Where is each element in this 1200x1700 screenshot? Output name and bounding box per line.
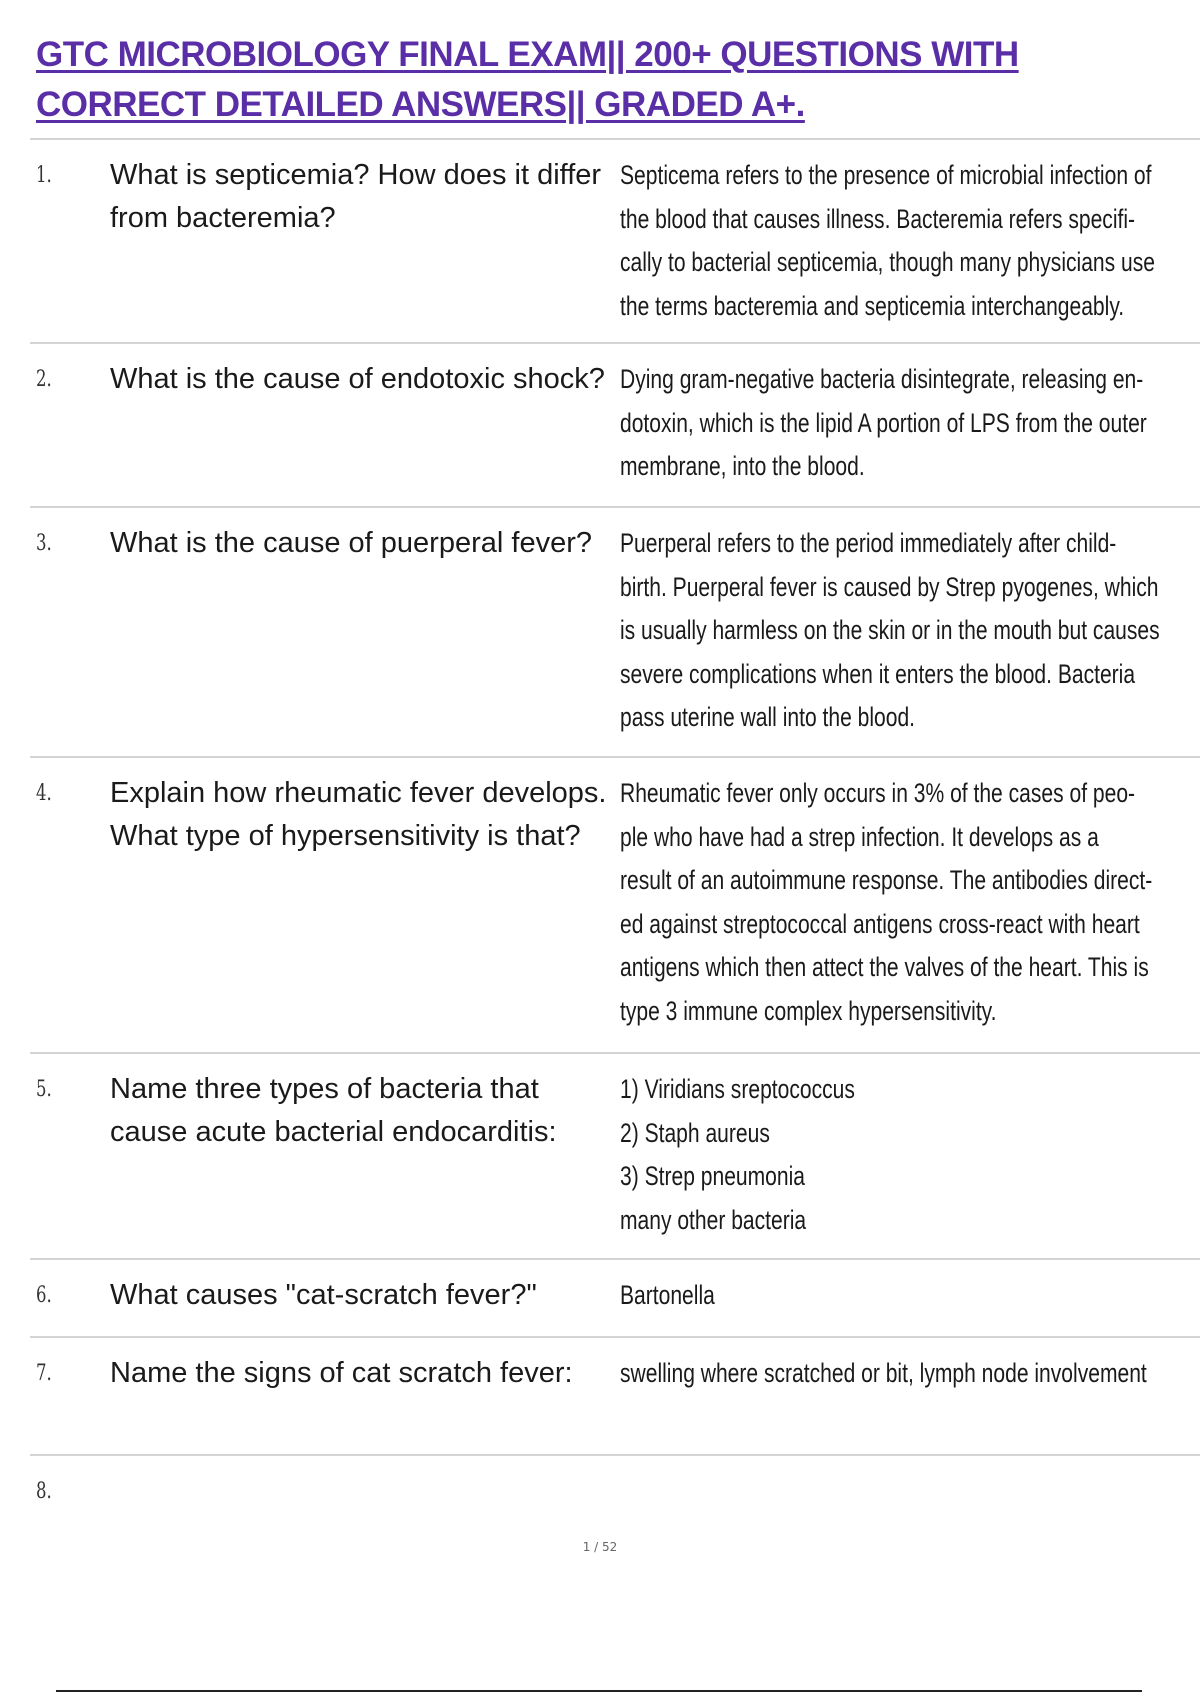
answer-line: result of an autoimmune response. The antibodies direct-: [620, 865, 1153, 895]
answer-line: Septicema refers to the presence of microbial infection of: [620, 160, 1152, 190]
answer-text: [620, 1274, 1180, 1318]
answer-text: [620, 154, 1180, 328]
answer-line: birth. Puerperal fever is caused by Strep pyogenes, which: [620, 571, 1159, 602]
answer-line: many other bacteria: [620, 1204, 807, 1235]
qa-row: [30, 1052, 1200, 1258]
answer-line: dotoxin, which is the lipid A portion of LPS from the outer: [620, 407, 1147, 438]
page-number: 1 / 52: [582, 1540, 618, 1554]
question-number: 8.: [36, 1479, 52, 1504]
question-text: Name three types of bacteria that cause acute bacterial endocarditis:: [110, 1073, 557, 1148]
answer-text: [620, 1068, 1180, 1242]
qa-row: [30, 342, 1200, 506]
document-title: GTC MICROBIOLOGY FINAL EXAM|| 200+ QUESTIONS WITH CORRECT DETAILED ANSWERS|| GRADED A+.: [36, 35, 1019, 124]
answer-line: type 3 immune complex hypersensitivity.: [620, 995, 997, 1026]
qa-row: [30, 1336, 1200, 1454]
question-text: What is septicemia? How does it differ from bacteremia?: [110, 159, 602, 234]
qa-row: [30, 1258, 1200, 1336]
answer-line: antigens which then attect the valves of the heart. This is: [620, 952, 1149, 982]
answer-text: [620, 1352, 1180, 1396]
footer-divider: [56, 1690, 1142, 1692]
question-answer-list: [30, 138, 1200, 1524]
question-number: 5.: [36, 1077, 52, 1102]
answer-line: ple who have had a strep infection. It develops as a: [620, 821, 1099, 852]
question-text: Explain how rheumatic fever develops. What type of hypersensitivity is that?: [110, 777, 607, 852]
question-text: What causes "cat-scratch fever?": [110, 1279, 537, 1311]
answer-line: 2) Staph aureus: [620, 1117, 770, 1148]
qa-row: [30, 506, 1200, 756]
qa-row: [30, 138, 1200, 342]
answer-line: swelling where scratched or bit, lymph node involvement: [620, 1358, 1147, 1388]
question-number: 6.: [36, 1283, 52, 1308]
answer-text: [620, 772, 1180, 1033]
qa-row: [30, 756, 1200, 1052]
answer-text: [620, 358, 1180, 489]
answer-line: the blood that causes illness. Bacteremia refers specifi-: [620, 203, 1136, 234]
answer-line: 3) Strep pneumonia: [620, 1161, 805, 1191]
answer-line: cally to bacterial septicemia, though many physicians use: [620, 247, 1155, 277]
answer-line: severe complications when it enters the blood. Bacteria: [620, 658, 1136, 689]
question-text: What is the cause of endotoxic shock?: [110, 363, 605, 395]
answer-line: the terms bacteremia and septicemia interchangeably.: [620, 290, 1125, 321]
answer-line: ed against streptococcal antigens cross-react with heart: [620, 908, 1140, 939]
answer-line: pass uterine wall into the blood.: [620, 702, 916, 732]
answer-line: Dying gram-negative bacteria disintegrate, releasing en-: [620, 364, 1144, 394]
question-number: 1.: [36, 163, 52, 188]
answer-line: Puerperal refers to the period immediately after child-: [620, 528, 1117, 558]
question-number: 4.: [36, 781, 52, 806]
answer-line: is usually harmless on the skin or in the mouth but causes: [620, 615, 1160, 645]
answer-line: Bartonella: [620, 1280, 715, 1310]
question-number: 2.: [36, 367, 52, 392]
answer-line: Rheumatic fever only occurs in 3% of the cases of peo-: [620, 778, 1136, 808]
answer-text: [620, 522, 1180, 740]
answer-line: membrane, into the blood.: [620, 451, 865, 481]
question-number: 7.: [36, 1361, 52, 1386]
question-text: What is the cause of puerperal fever?: [110, 527, 592, 559]
question-text: Name the signs of cat scratch fever:: [110, 1357, 573, 1389]
answer-line: 1) Viridians sreptococcus: [620, 1074, 855, 1104]
qa-row: [30, 1454, 1200, 1524]
question-number: 3.: [36, 531, 52, 556]
